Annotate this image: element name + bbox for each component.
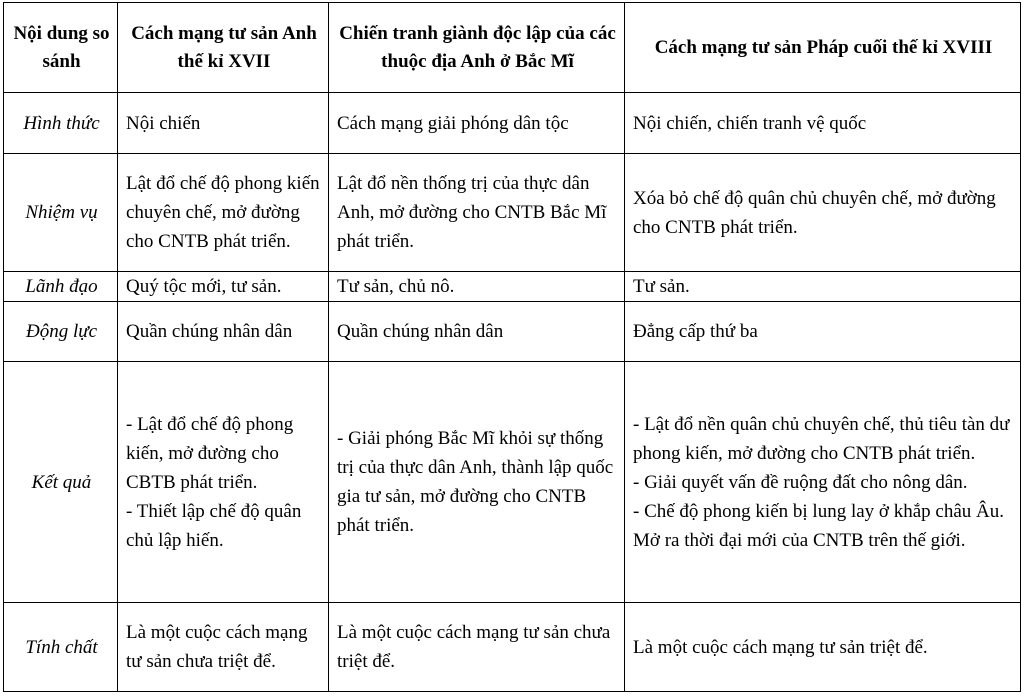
cell-american [329,362,625,603]
cell-french [625,272,1021,302]
cell-line: Tư sản. [633,276,690,297]
header-american-independence: Chiến tranh giành độc lập của các thuộc địa Anh ở Bắc Mĩ [329,3,625,93]
cell-line: Xóa bỏ chế độ quân chủ chuyên chế, mở đường cho CNTB phát triển. [633,187,996,238]
cell-line: Là một cuộc cách mạng tư sản triệt để. [633,636,928,658]
cell-french [625,302,1021,362]
cell-line: - Chế độ phong kiến bị lung lay ở khắp châu Âu. Mở ra thời đại mới của CNTB trên thế giới. [633,500,1004,551]
cell-english [118,302,329,362]
cell-english [118,272,329,302]
row-label: Lãnh đạo [4,272,118,302]
cell-line: - Giải quyết vấn đề ruộng đất cho nông dân. [633,471,968,493]
table-row [4,93,1021,154]
cell-american [329,302,625,362]
cell-french [625,93,1021,154]
cell-american [329,154,625,272]
header-french-revolution: Cách mạng tư sản Pháp cuối thế kỉ XVIII [625,3,1021,93]
row-label: Tính chất [4,603,118,692]
table-row [4,272,1021,302]
cell-english [118,603,329,692]
cell-french [625,154,1021,272]
cell-english [118,93,329,154]
cell-line: Quần chúng nhân dân [126,321,293,342]
cell-line: Quần chúng nhân dân [337,321,504,342]
header-english-revolution: Cách mạng tư sản Anh thế kỉ XVII [118,3,329,93]
table-row [4,603,1021,692]
cell-line: Lật đổ nền thống trị của thực dân Anh, mở đường cho CNTB Bắc Mĩ phát triển. [337,173,607,252]
cell-american [329,603,625,692]
cell-line: - Lật đổ chế độ phong kiến, mở đường cho CBTB phát triển. [126,413,294,493]
cell-american [329,272,625,302]
cell-english [118,362,329,603]
table-row [4,302,1021,362]
table-row [4,154,1021,272]
cell-french [625,362,1021,603]
cell-american [329,93,625,154]
cell-line: - Lật đổ nền quân chủ chuyên chế, thủ tiêu tàn dư phong kiến, mở đường cho CNTB phát triển. [633,413,1010,464]
cell-line: Đẳng cấp thứ ba [633,321,758,342]
cell-line: Là một cuộc cách mạng tư sản chưa triệt để. [337,622,611,672]
cell-line: Nội chiến [126,112,201,134]
comparison-table [3,2,1021,692]
row-label: Động lực [4,302,118,362]
cell-line: Nội chiến, chiến tranh vệ quốc [633,112,867,134]
header-criteria: Nội dung so sánh [4,3,118,93]
table-row [4,362,1021,603]
cell-line: Quý tộc mới, tư sản. [126,276,282,297]
cell-line: Là một cuộc cách mạng tư sản chưa triệt để. [126,622,308,672]
row-label: Kết quả [4,362,118,603]
cell-line: Tư sản, chủ nô. [337,276,455,297]
cell-line: Lật đổ chế độ phong kiến chuyên chế, mở đường cho CNTB phát triển. [126,173,320,252]
cell-english [118,154,329,272]
cell-line: - Giải phóng Bắc Mĩ khỏi sự thống trị của thực dân Anh, thành lập quốc gia tư sản, mở đường cho CNTB phát triển. [337,428,614,536]
cell-french [625,603,1021,692]
cell-line: - Thiết lập chế độ quân chủ lập hiến. [126,500,302,551]
row-label: Hình thức [4,93,118,154]
header-row [4,3,1021,93]
row-label: Nhiệm vụ [4,154,118,272]
cell-line: Cách mạng giải phóng dân tộc [337,112,569,134]
